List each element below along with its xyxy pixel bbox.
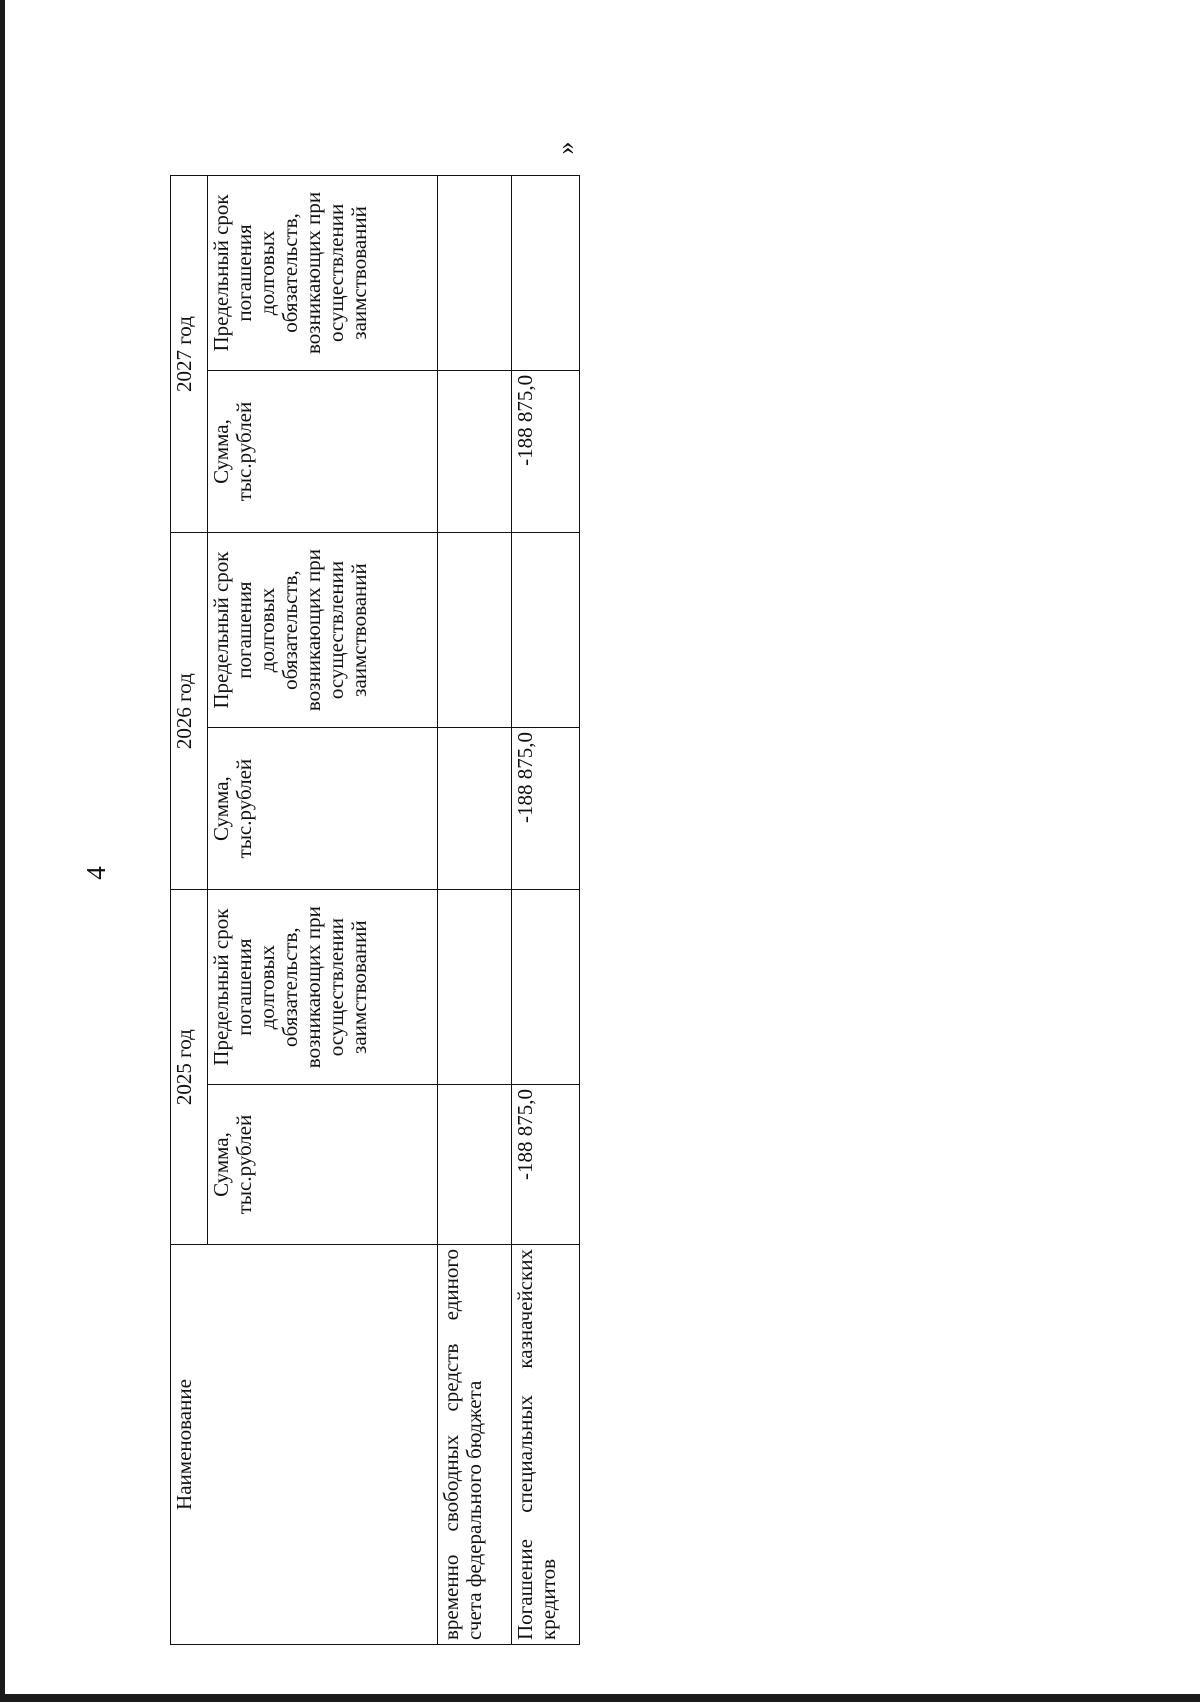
row-name-word: Погашение bbox=[512, 1539, 537, 1640]
header-term-2027: Предельный срок погашения долговых обязательств, возникающих при осуществлении заимствований bbox=[207, 176, 438, 371]
header-year-2026: 2026 год bbox=[171, 533, 208, 890]
borrowing-table-rotated bbox=[170, 175, 580, 1645]
term-2026 bbox=[438, 533, 511, 728]
page-number: 4 bbox=[81, 866, 111, 880]
term-2027 bbox=[438, 176, 511, 371]
term-2027 bbox=[511, 176, 579, 371]
sum-2025: -188 875,0 bbox=[511, 1085, 579, 1245]
row-name-word: средств bbox=[439, 1343, 464, 1412]
row-name-word: свободных bbox=[439, 1434, 464, 1532]
closing-quote-mark: » bbox=[551, 141, 580, 155]
row-name-line2: счета федерального бюджета bbox=[462, 1380, 487, 1640]
row-name-line1 bbox=[514, 1249, 537, 1640]
header-sum-2027: Сумма, тыс.рублей bbox=[207, 370, 438, 532]
sum-2026: -188 875,0 bbox=[511, 727, 579, 889]
term-2026 bbox=[511, 533, 579, 728]
row-name-word: казначейских bbox=[512, 1249, 537, 1369]
row-name bbox=[511, 1245, 579, 1645]
table-row bbox=[438, 176, 511, 1645]
row-name-word: специальных bbox=[512, 1394, 537, 1513]
sum-2027 bbox=[438, 370, 511, 532]
scan-edge-bottom bbox=[0, 1694, 1200, 1702]
header-term-2026: Предельный срок погашения долговых обязательств, возникающих при осуществлении заимствований bbox=[207, 533, 438, 728]
row-name-line1 bbox=[440, 1249, 463, 1640]
sum-2026 bbox=[438, 727, 511, 889]
header-name: Наименование bbox=[171, 1245, 438, 1645]
header-sum-2025: Сумма, тыс.рублей bbox=[207, 1085, 438, 1245]
term-2025 bbox=[511, 890, 579, 1085]
row-name-word: единого bbox=[439, 1249, 464, 1321]
row-name-line2: кредитов bbox=[535, 1559, 560, 1640]
scan-edge-left bbox=[0, 0, 5, 1702]
term-2025 bbox=[438, 890, 511, 1085]
header-sum-2026: Сумма, тыс.рублей bbox=[207, 727, 438, 889]
borrowing-table bbox=[170, 175, 580, 1645]
header-year-2027: 2027 год bbox=[171, 176, 208, 533]
row-name-word: временно bbox=[439, 1554, 464, 1640]
table-row bbox=[511, 176, 579, 1645]
row-name bbox=[438, 1245, 511, 1645]
sum-2025 bbox=[438, 1085, 511, 1245]
header-term-2025: Предельный срок погашения долговых обязательств, возникающих при осуществлении заимствований bbox=[207, 890, 438, 1085]
sum-2027: -188 875,0 bbox=[511, 370, 579, 532]
header-year-2025: 2025 год bbox=[171, 890, 208, 1245]
